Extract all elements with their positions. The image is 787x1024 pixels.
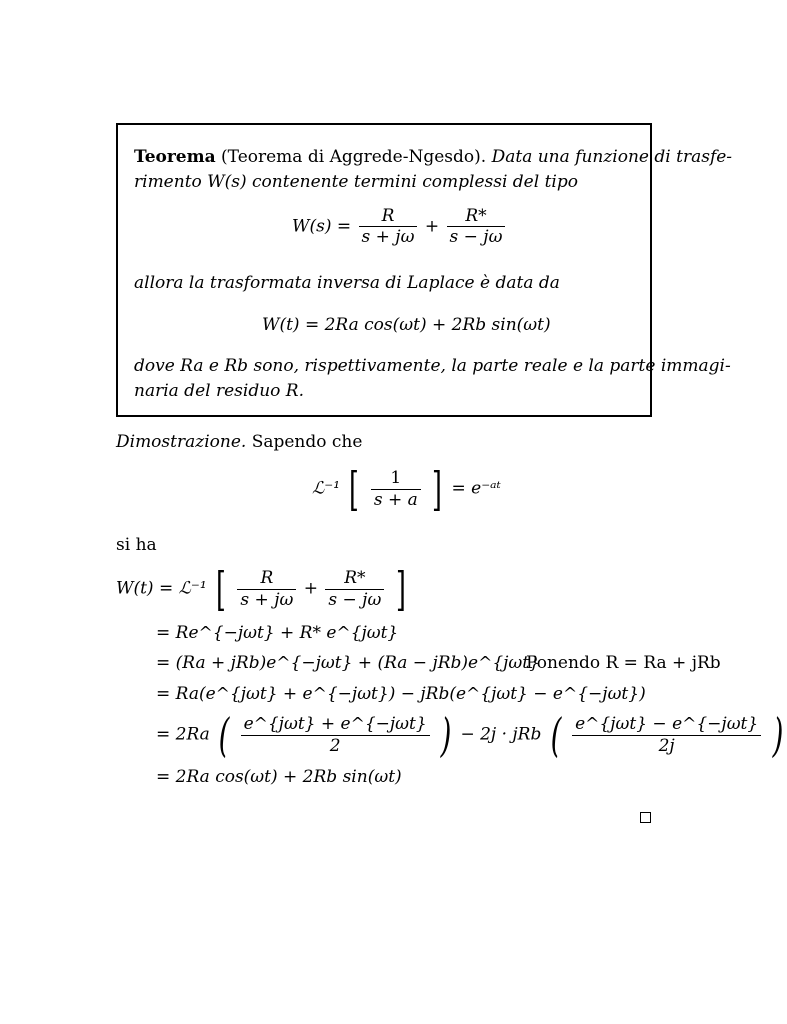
right-bracket: ] — [432, 462, 443, 516]
theorem-end-line1: dove Ra e Rb sono, rispettivamente, la parte reale e la parte immagi- — [134, 356, 731, 376]
deriv5-right-paren-2: ) — [772, 708, 783, 762]
left-bracket: [ — [349, 462, 360, 516]
theorem-intro-line1: Data una funzione di trasfe- — [491, 147, 733, 167]
laplace-op: ℒ⁻¹ — [312, 478, 341, 499]
eq1-fraction-2 — [447, 206, 506, 248]
laplace-fraction — [371, 468, 421, 510]
deriv1-right-bracket: ] — [395, 562, 406, 616]
eq1-den1: s + jω — [359, 226, 418, 247]
derivation-line-6: = 2Ra cos(ωt) + 2Rb sin(ωt) — [156, 767, 402, 787]
deriv1-num1: R — [260, 568, 274, 589]
theorem-mid-text: allora la trasformata inversa di Laplace è data da — [134, 273, 560, 293]
deriv5-right-paren-1: ) — [440, 708, 452, 762]
deriv5-den1: 2 — [241, 735, 430, 756]
theorem-heading-line — [134, 147, 732, 167]
deriv1-fraction-1 — [237, 568, 296, 610]
derivation-line-4: = Ra(e^{jωt} + e^{−jωt}) − jRb(e^{jωt} − e^{−jωt}) — [156, 684, 646, 704]
theorem-intro-line2: rimento W(s) contenente termini complessi del tipo — [134, 172, 578, 192]
proof-intro: Sapendo che — [251, 432, 363, 452]
deriv5-den2: 2j — [572, 735, 761, 756]
deriv5-num1: e^{jωt} + e^{−jωt} — [243, 714, 427, 735]
deriv1-den1: s + jω — [237, 589, 296, 610]
eq1-num1: R — [381, 206, 395, 226]
deriv1-lhs: W(t) = ℒ⁻¹ — [116, 578, 207, 599]
derivation-line-3: = (Ra + jRb)e^{−jωt} + (Ra − jRb)e^{jωt} — [156, 653, 540, 673]
deriv1-left-bracket: [ — [216, 562, 226, 616]
deriv5-num2: e^{jωt} − e^{−jωt} — [575, 714, 759, 735]
deriv1-den2: s − jω — [325, 589, 384, 610]
deriv5-left-paren-1: ( — [218, 708, 230, 762]
deriv5-fraction-1 — [241, 714, 430, 756]
deriv5-left-paren-2: ( — [550, 708, 562, 762]
deriv5-prefix: = 2Ra — [156, 724, 210, 745]
eq1-plus: + — [424, 216, 440, 237]
proof-label: Dimostrazione. — [116, 432, 247, 452]
theorem-equation-1 — [292, 206, 507, 248]
derivation-line-1 — [116, 562, 410, 616]
theorem-equation-2: W(t) = 2Ra cos(ωt) + 2Rb sin(ωt) — [262, 315, 551, 335]
eq1-fraction-1 — [359, 206, 418, 248]
proof-intro-line — [116, 432, 362, 452]
deriv5-mid: − 2j · jRb — [460, 724, 542, 745]
deriv1-plus: + — [303, 578, 318, 599]
deriv1-num2: R* — [344, 568, 366, 589]
eq1-den2: s − jω — [447, 226, 506, 247]
qed-square-icon — [640, 812, 651, 823]
deriv1-fraction-2 — [325, 568, 384, 610]
laplace-equation — [312, 462, 501, 516]
theorem-label: Teorema — [134, 147, 216, 167]
theorem-end-line2: naria del residuo R. — [134, 381, 304, 401]
laplace-rhs: = e⁻ᵃᵗ — [451, 478, 501, 499]
deriv5-fraction-2 — [572, 714, 761, 756]
eq1-num2: R* — [465, 206, 487, 226]
derivation-line-5 — [156, 708, 787, 762]
theorem-name: (Teorema di Aggrede-Ngesdo). — [221, 147, 487, 167]
laplace-den: s + a — [371, 489, 421, 510]
eq1-lhs: W(s) = — [292, 216, 352, 237]
si-ha-text: si ha — [116, 535, 157, 555]
derivation-line-2: = Re^{−jωt} + R* e^{jωt} — [156, 623, 399, 643]
laplace-num: 1 — [390, 468, 402, 489]
derivation-line-3-note: Ponendo R = Ra + jRb — [526, 653, 721, 673]
